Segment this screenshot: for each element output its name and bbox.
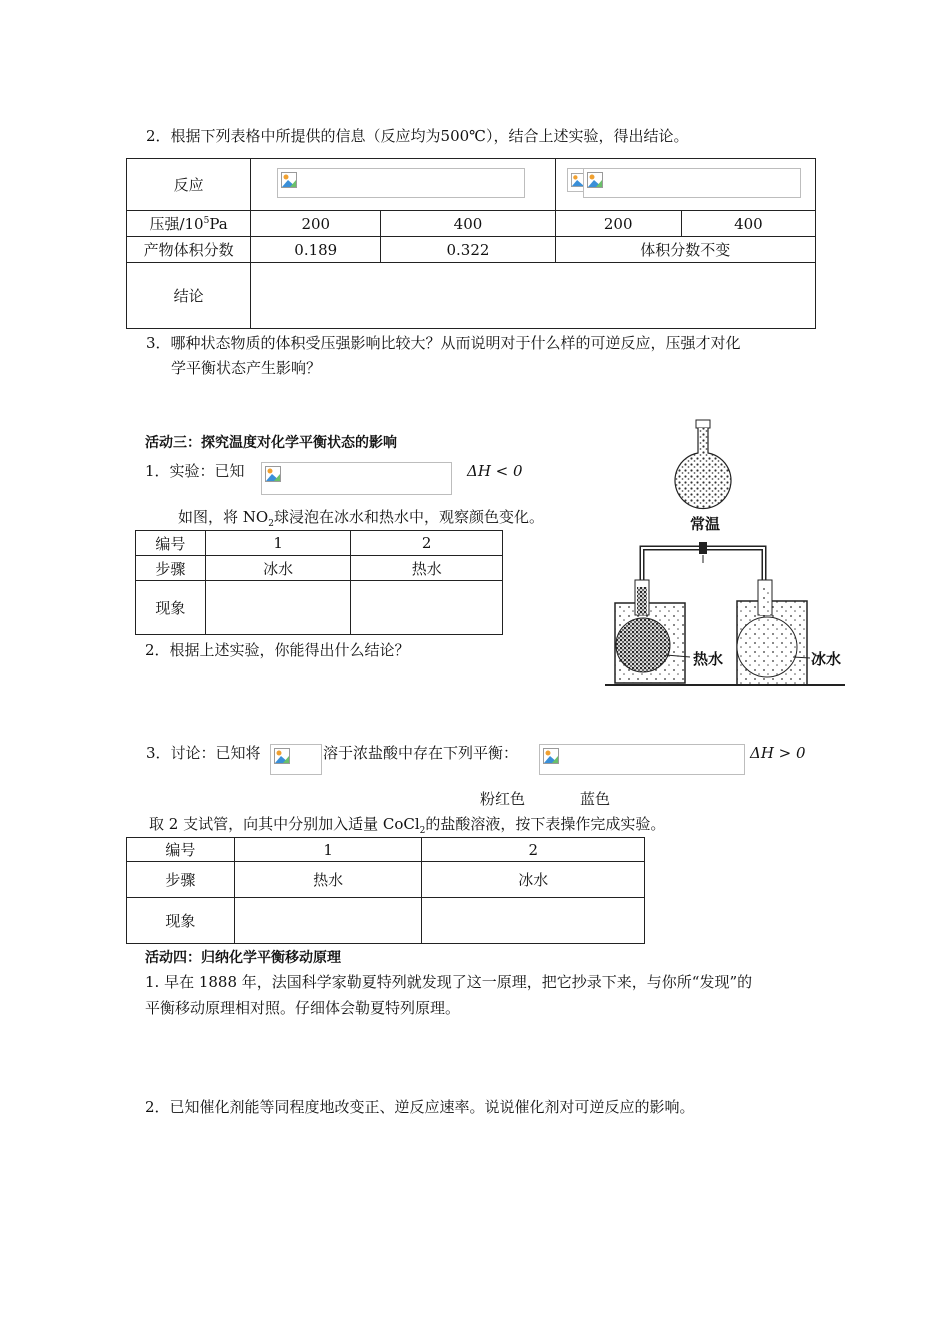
question-3-line2: 学平衡状态产生影响？ bbox=[171, 359, 322, 377]
conclusion-cell bbox=[251, 263, 816, 329]
activity-3-title: 活动三：探究温度对化学平衡状态的影响 bbox=[145, 435, 397, 451]
reaction-image-icon bbox=[583, 168, 801, 198]
enthalpy-negative: ΔH < 0 bbox=[467, 462, 523, 480]
reaction-image-icon bbox=[277, 168, 525, 198]
phenomenon-cell bbox=[234, 898, 422, 944]
activity-4-q1-line1: 1. 早在 1888 年，法国科学家勒夏特列就发现了这一原理，把它抄录下来，与你所“发现”的 bbox=[145, 973, 753, 991]
label-room-temp: 常温 bbox=[690, 515, 721, 533]
row-label-fraction: 产物体积分数 bbox=[127, 237, 251, 263]
step-cell: 冰水 bbox=[422, 862, 645, 898]
row-label-step: 步骤 bbox=[136, 556, 206, 581]
no2-apparatus-figure bbox=[600, 415, 850, 690]
activity-3-instruction-2: 取 2 支试管，向其中分别加入适量 CoCl$_2$的盐酸溶液，按下表操作完成实验。 bbox=[149, 815, 666, 836]
row-label-step: 步骤 bbox=[127, 862, 235, 898]
color-blue: 蓝色 bbox=[580, 790, 611, 808]
question-3-line1: 3．哪种状态物质的体积受压强影响比较大？从而说明对于什么样的可逆反应，压强才对化 bbox=[146, 334, 741, 352]
activity-3-q2: 2．根据上述实验，你能得出什么结论？ bbox=[145, 641, 410, 659]
pressure-value: 400 bbox=[681, 211, 815, 237]
pressure-value: 200 bbox=[251, 211, 381, 237]
enthalpy-positive: ΔH > 0 bbox=[750, 744, 806, 762]
room-temp-flask bbox=[675, 420, 731, 509]
step-cell: 热水 bbox=[234, 862, 422, 898]
fraction-unchanged: 体积分数不变 bbox=[555, 237, 815, 263]
phenomenon-cell bbox=[205, 581, 351, 635]
ice-water-beaker bbox=[737, 580, 807, 685]
clamp-icon bbox=[699, 542, 707, 554]
color-pink: 粉红色 bbox=[480, 790, 526, 808]
label-ice-water: 冰水 bbox=[811, 650, 842, 668]
col-label-no: 编号 bbox=[136, 531, 206, 556]
phenomenon-cell bbox=[422, 898, 645, 944]
col-1: 1 bbox=[234, 838, 422, 862]
cocl2-table bbox=[126, 837, 645, 944]
activity-3-instruction: 如图，将 $NO_2$球浸泡在冰水和热水中，观察颜色变化。 bbox=[178, 508, 544, 529]
compound-image-icon bbox=[270, 744, 322, 775]
col-2: 2 bbox=[351, 531, 503, 556]
fraction-value: 0.189 bbox=[251, 237, 381, 263]
equation-image-icon bbox=[261, 462, 452, 495]
activity-3-q3-mid: 溶于浓盐酸中存在下列平衡： bbox=[323, 744, 519, 762]
row-label-reaction: 反应 bbox=[127, 159, 251, 211]
step-cell: 冰水 bbox=[205, 556, 351, 581]
row-label-conclusion: 结论 bbox=[127, 263, 251, 329]
activity-3-q3-prefix: 3．讨论：已知将 bbox=[146, 744, 261, 762]
row-label-phenomenon: 现象 bbox=[136, 581, 206, 635]
step-cell: 热水 bbox=[351, 556, 503, 581]
pressure-value: 200 bbox=[555, 211, 681, 237]
activity-3-q1: 1．实验：已知 bbox=[145, 462, 245, 480]
col-1: 1 bbox=[205, 531, 351, 556]
col-label-no: 编号 bbox=[127, 838, 235, 862]
temperature-table bbox=[135, 530, 503, 635]
activity-4-q2: 2．已知催化剂能等同程度地改变正、逆反应速率。说说催化剂对可逆反应的影响。 bbox=[145, 1098, 695, 1116]
label-hot-water: 热水 bbox=[693, 650, 724, 668]
phenomenon-cell bbox=[351, 581, 503, 635]
equilibrium-image-icon bbox=[539, 744, 745, 775]
pressure-value: 400 bbox=[381, 211, 555, 237]
question-2: 2．根据下列表格中所提供的信息（反应均为500℃），结合上述实验，得出结论。 bbox=[146, 127, 689, 145]
activity-4-q1-line2: 平衡移动原理相对照。仔细体会勒夏特列原理。 bbox=[145, 999, 461, 1017]
col-2: 2 bbox=[422, 838, 645, 862]
activity-4-title: 活动四：归纳化学平衡移动原理 bbox=[145, 950, 341, 966]
row-label-pressure: 压强$/10^5Pa$ bbox=[127, 211, 251, 237]
fraction-value: 0.322 bbox=[381, 237, 555, 263]
row-label-phenomenon: 现象 bbox=[127, 898, 235, 944]
hot-water-beaker bbox=[615, 580, 685, 683]
